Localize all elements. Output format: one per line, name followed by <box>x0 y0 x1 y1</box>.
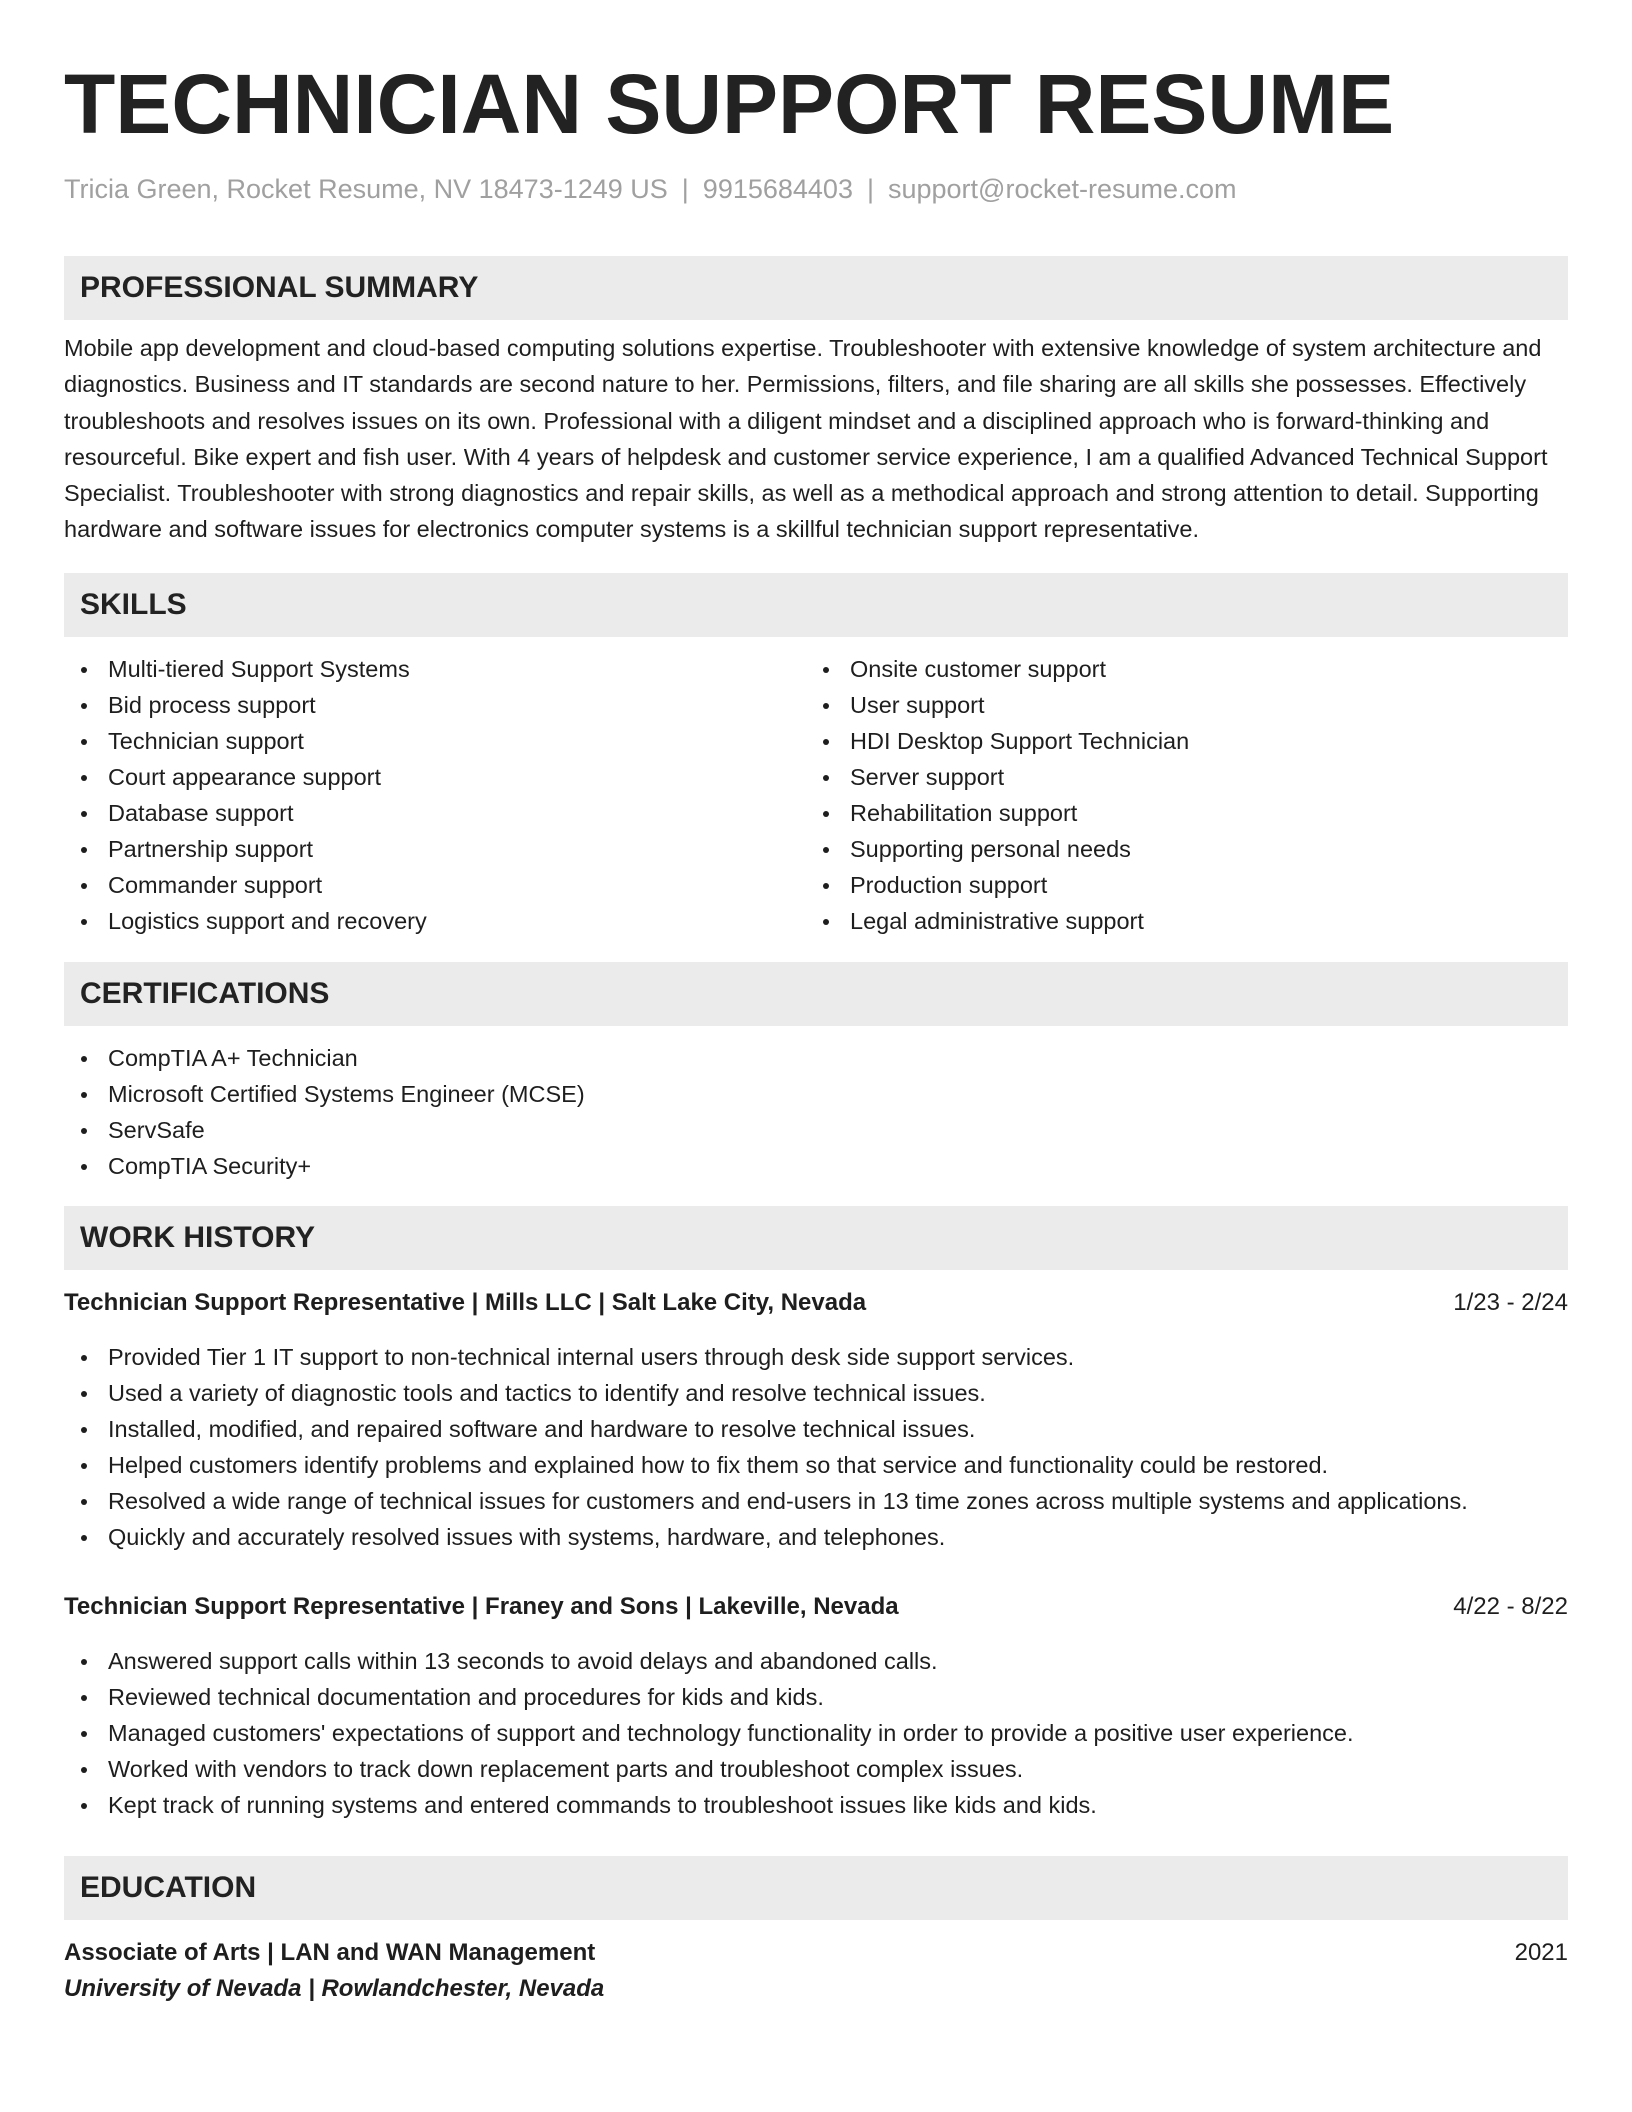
skills-column-right <box>806 651 1548 939</box>
education-header <box>64 1935 1568 1971</box>
skills-column-left <box>64 651 806 939</box>
job-bullet: Used a variety of diagnostic tools and tactics to identify and resolve technical issues. <box>64 1375 1568 1411</box>
degree-title: Associate of Arts | LAN and WAN Management <box>64 1938 596 1966</box>
job-bullet: Kept track of running systems and entered commands to troubleshoot issues like kids and kids. <box>64 1787 1568 1823</box>
resume-title: TECHNICIAN SUPPORT RESUME <box>64 57 1395 151</box>
skill-item: Bid process support <box>64 687 806 723</box>
certifications-heading: CERTIFICATIONS <box>64 962 1568 1026</box>
contact-separator: | <box>866 174 874 204</box>
certification-item: CompTIA Security+ <box>64 1148 1568 1184</box>
certification-item: Microsoft Certified Systems Engineer (MCSE) <box>64 1076 1568 1112</box>
summary-text: Mobile app development and cloud-based computing solutions expertise. Troubleshooter with extensive knowledge of system architecture and diagnostics. Business and IT standards are second nature to her. Permissions, filters, and file sharing are all skills she possesses. Effectively troubleshoots and resolves issues on its own. Professional with a diligent mindset and a disciplined approach who is forward-thinking and resourceful. Bike expert and fish user. With 4 years of helpdesk and customer service experience, I am a qualified Advanced Technical Support Specialist. Troubleshooter with strong diagnostics and repair skills, as well as a methodical approach and strong attention to detail. Supporting hardware and software issues for electronics computer systems is a skillful technician support representative. <box>64 335 1548 543</box>
job-bullet: Managed customers' expectations of support and technology functionality in order to provide a positive user experience. <box>64 1715 1568 1751</box>
job-dates: 4/22 - 8/22 <box>1453 1592 1568 1620</box>
job-header <box>64 1285 1568 1321</box>
work-history-heading: WORK HISTORY <box>64 1206 1568 1270</box>
contact-phone: 9915684403 <box>702 174 853 204</box>
job-bullet: Provided Tier 1 IT support to non-technical internal users through desk side support services. <box>64 1339 1568 1375</box>
skill-item: Production support <box>806 867 1548 903</box>
skill-item: Server support <box>806 759 1548 795</box>
skill-item: Commander support <box>64 867 806 903</box>
job-entry <box>64 1270 1568 1555</box>
job-bullet: Resolved a wide range of technical issues for customers and end-users in 13 time zones across multiple systems and applications. <box>64 1483 1568 1519</box>
skill-item: Multi-tiered Support Systems <box>64 651 806 687</box>
summary-heading: PROFESSIONAL SUMMARY <box>64 256 1568 320</box>
certifications-list <box>64 1026 1568 1184</box>
job-bullet: Helped customers identify problems and explained how to fix them so that service and functionality could be restored. <box>64 1447 1568 1483</box>
school-name: University of Nevada | Rowlandchester, Nevada <box>64 1974 605 2002</box>
job-title: Technician Support Representative | Mills LLC | Salt Lake City, Nevada <box>64 1288 867 1316</box>
skill-item: Onsite customer support <box>806 651 1548 687</box>
job-bullet: Reviewed technical documentation and procedures for kids and kids. <box>64 1679 1568 1715</box>
skill-item: HDI Desktop Support Technician <box>806 723 1548 759</box>
skill-item: Logistics support and recovery <box>64 903 806 939</box>
skills-heading: SKILLS <box>64 573 1568 637</box>
skill-item: Supporting personal needs <box>806 831 1548 867</box>
skill-item: Database support <box>64 795 806 831</box>
education-heading: EDUCATION <box>64 1856 1568 1920</box>
skills-list <box>64 637 1568 939</box>
skill-item: Rehabilitation support <box>806 795 1548 831</box>
skill-item: Court appearance support <box>64 759 806 795</box>
skill-item: Partnership support <box>64 831 806 867</box>
job-entry <box>64 1555 1568 1823</box>
job-header <box>64 1589 1568 1625</box>
graduation-year: 2021 <box>1514 1938 1568 1966</box>
contact-line <box>64 172 1568 206</box>
job-bullets <box>64 1625 1568 1823</box>
job-bullet: Quickly and accurately resolved issues with systems, hardware, and telephones. <box>64 1519 1568 1555</box>
job-bullet: Worked with vendors to track down replacement parts and troubleshoot complex issues. <box>64 1751 1568 1787</box>
job-dates: 1/23 - 2/24 <box>1453 1288 1568 1316</box>
contact-email: support@rocket-resume.com <box>887 174 1237 204</box>
contact-separator: | <box>681 174 689 204</box>
skill-item: Legal administrative support <box>806 903 1548 939</box>
job-bullet: Installed, modified, and repaired software and hardware to resolve technical issues. <box>64 1411 1568 1447</box>
job-bullet: Answered support calls within 13 seconds to avoid delays and abandoned calls. <box>64 1643 1568 1679</box>
job-bullets <box>64 1321 1568 1555</box>
certification-item: ServSafe <box>64 1112 1568 1148</box>
certification-item: CompTIA A+ Technician <box>64 1040 1568 1076</box>
skill-item: User support <box>806 687 1548 723</box>
contact-address: Tricia Green, Rocket Resume, NV 18473-1249 US <box>64 174 668 204</box>
education-entry <box>64 1920 1568 2007</box>
job-title: Technician Support Representative | Franey and Sons | Lakeville, Nevada <box>64 1592 899 1620</box>
skill-item: Technician support <box>64 723 806 759</box>
